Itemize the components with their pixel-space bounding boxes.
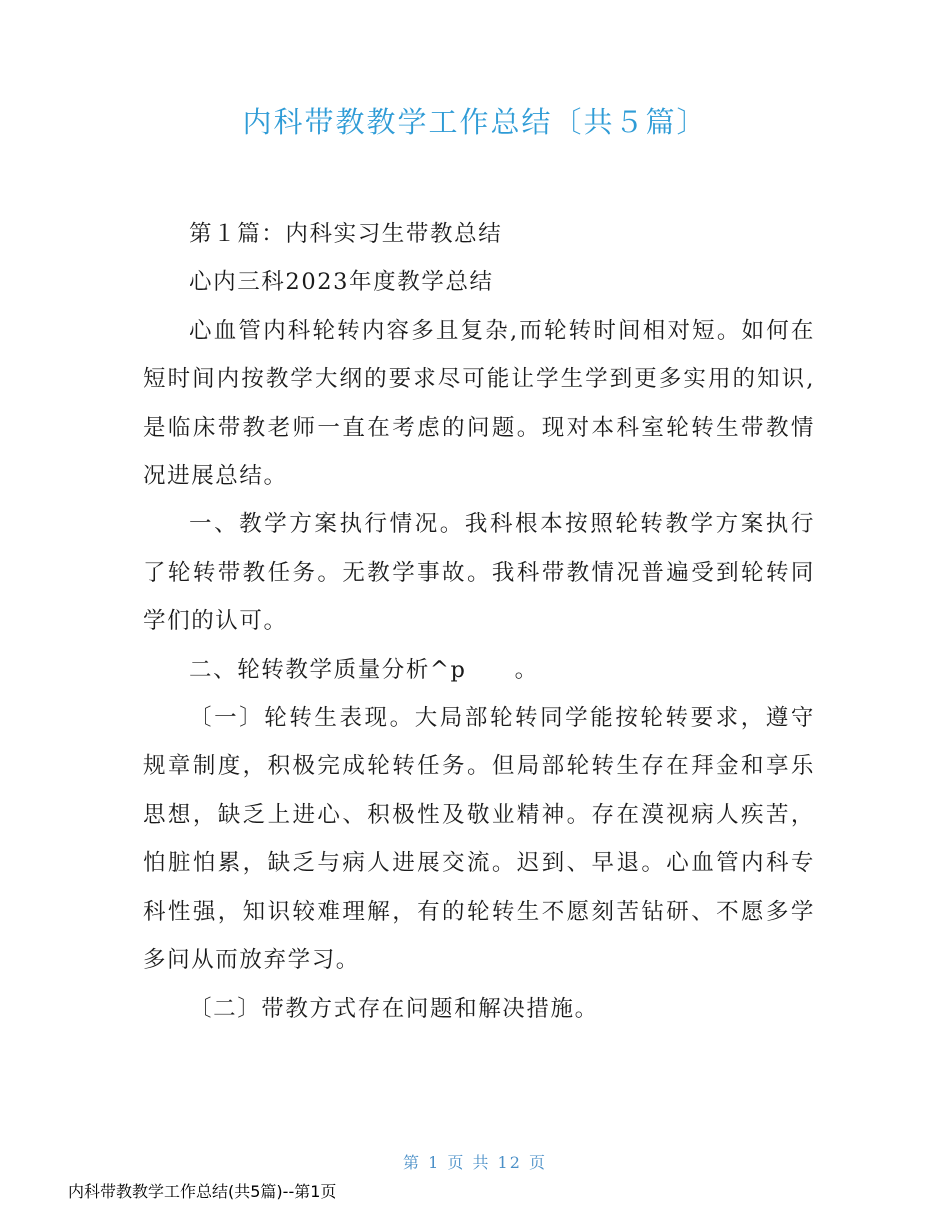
paragraph-teaching-methods: 〔二〕带教方式存在问题和解决措施。 bbox=[189, 995, 599, 1022]
paragraph-subtitle: 心内三科2023年度教学总结 bbox=[189, 269, 494, 296]
paragraph-section-heading: 第１篇：内科实习生带教总结 bbox=[189, 221, 503, 247]
document-title: 内科带教教学工作总结〔共５篇〕 bbox=[242, 105, 708, 139]
paragraph-intro: 心血管内科轮转内容多且复杂,而轮转时间相对短。如何在短时间内按教学大纲的要求尽可能让学生学到更多实用的知识,是临床带教老师一直在考虑的问题。现对本科室轮转生带教情况进展总结。 bbox=[143, 317, 815, 490]
paragraph-student-performance: 〔一〕轮转生表现。大局部轮转同学能按轮转要求，遵守规章制度，积极完成轮转任务。但局部轮转生存在拜金和享乐思想，缺乏上进心、积极性及敬业精神。存在漠视病人疾苦，怕脏怕累，缺乏与病人进展交流。迟到、早退。心血管内科专科性强，知识较难理解，有的轮转生不愿刻苦钻研、不愿多学多问从而放弃学习。 bbox=[143, 705, 815, 974]
paragraph-plan-execution: 一、教学方案执行情况。我科根本按照轮转教学方案执行了轮转带教任务。无教学事故。我科带教情况普遍受到轮转同学们的认可。 bbox=[143, 511, 815, 635]
footer-label: 内科带教教学工作总结(共5篇)--第1页 bbox=[68, 1182, 337, 1201]
page-number: 第 1 页 共 12 页 bbox=[403, 1153, 547, 1172]
document-body bbox=[143, 210, 815, 1033]
paragraph-quality-analysis: 二、轮转教学质量分析^p 。 bbox=[189, 656, 539, 683]
